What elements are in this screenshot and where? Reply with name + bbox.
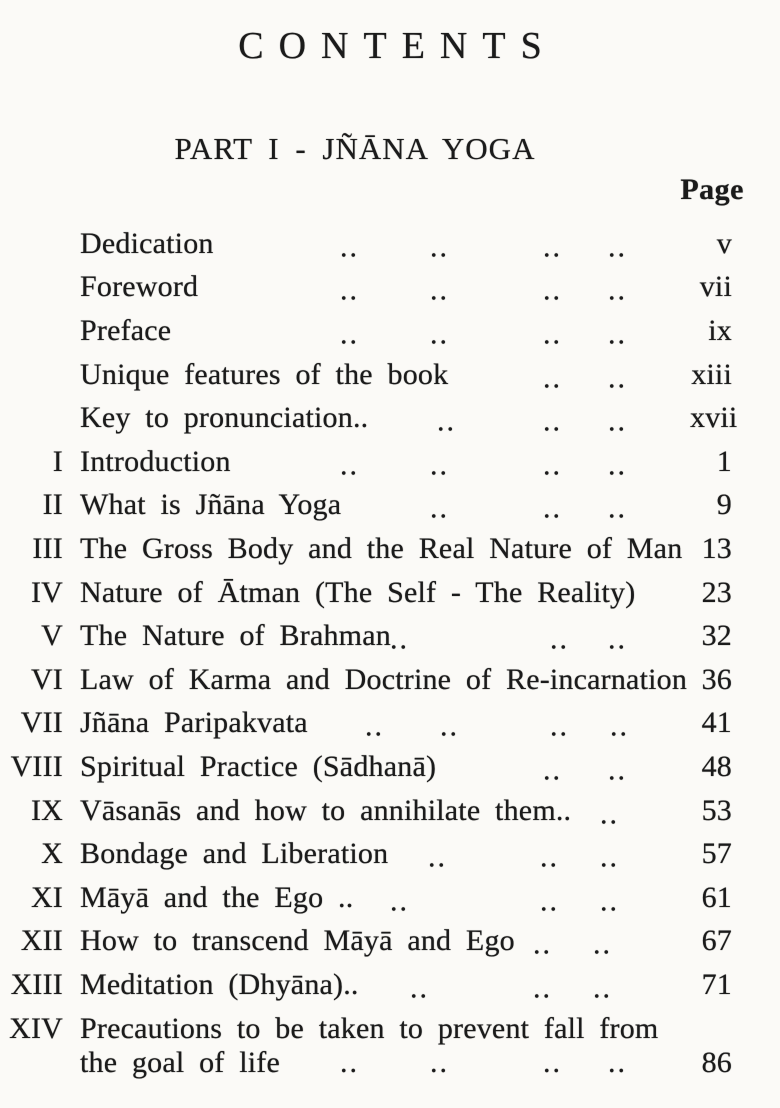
entry-leader-area [63, 532, 690, 566]
chapter-numeral: X [41, 837, 63, 871]
chapter-numeral: IV [30, 575, 63, 609]
toc-entry [0, 266, 780, 310]
entry-page: 41 [701, 706, 732, 740]
toc-entry [0, 527, 780, 571]
entry-page: v [716, 226, 732, 260]
entry-title-line2: the goal of life [80, 1045, 280, 1079]
dot-leader: .. [608, 273, 627, 307]
dot-leader: .. [608, 622, 627, 656]
entry-page: 53 [701, 793, 732, 827]
toc-entry [0, 745, 780, 789]
chapter-numeral: VII [20, 706, 63, 740]
chapter-numeral: VI [30, 662, 63, 696]
chapter-numeral: XI [30, 880, 63, 914]
entry-title: Dedication [80, 226, 214, 260]
entry-title: Law of Karma and Doctrine of Re-incarnation [80, 662, 688, 696]
toc-entry [0, 702, 780, 746]
chapter-numeral: III [32, 531, 63, 565]
entry-title: Māyā and the Ego .. [80, 880, 354, 914]
entry-page: vii [699, 270, 732, 304]
entry-leader-area [63, 967, 690, 1005]
chapter-numeral: VIII [10, 749, 63, 783]
dot-leader: .. [543, 273, 562, 307]
dot-leader: .. [340, 273, 359, 307]
dot-leader: .. [340, 317, 359, 351]
toc-entry [0, 484, 780, 528]
entry-title: Key to pronunciation.. [80, 401, 369, 435]
dot-leader: .. [593, 971, 612, 1005]
dot-leader: .. [608, 491, 627, 525]
entry-page: 36 [701, 662, 732, 696]
dot-leader: .. [430, 448, 449, 482]
entry-page: 13 [701, 531, 732, 565]
toc-entry [0, 571, 780, 615]
entry-page: 9 [716, 488, 732, 522]
entry-title: Jñāna Paripakvata [80, 706, 308, 740]
dot-leader: .. [340, 1045, 359, 1079]
toc-entry [0, 222, 780, 266]
dot-leader: .. [543, 491, 562, 525]
dot-leader: .. [390, 884, 409, 918]
dot-leader: .. [543, 360, 562, 394]
dot-leader: .. [608, 360, 627, 394]
dot-leader: .. [428, 840, 447, 874]
dot-leader: .. [593, 927, 612, 961]
dot-leader: .. [430, 1045, 449, 1079]
entry-page: 32 [701, 619, 732, 653]
entry-title: Spiritual Practice (Sādhanā) [80, 749, 437, 783]
dot-leader: .. [437, 404, 456, 438]
dot-leader: .. [440, 709, 459, 743]
dot-leader: .. [550, 622, 569, 656]
dot-leader: .. [550, 709, 569, 743]
entry-leader-area [63, 444, 690, 482]
entry-page: ix [708, 313, 732, 347]
dot-leader: .. [410, 971, 429, 1005]
dot-leader: .. [533, 927, 552, 961]
entry-page: 1 [716, 444, 732, 478]
toc-entry [0, 396, 780, 440]
chapter-numeral: V [41, 619, 63, 653]
entry-title: Introduction [80, 444, 231, 478]
dot-leader: .. [608, 317, 627, 351]
entry-leader-area [63, 837, 690, 874]
entry-title: Vāsanās and how to annihilate them.. [80, 793, 572, 827]
entry-leader-area [63, 924, 690, 961]
dot-leader: .. [608, 404, 627, 438]
page-column-label: Page [680, 173, 744, 206]
entry-page: xiii [691, 357, 732, 391]
chapter-numeral: XIII [10, 967, 63, 1001]
entry-title: The Nature of Brahman [80, 619, 391, 653]
entry-title: Preface [80, 313, 172, 347]
toc-entry [0, 920, 780, 964]
dot-leader: .. [540, 884, 559, 918]
dot-leader: .. [543, 1045, 562, 1079]
entry-page: 48 [701, 749, 732, 783]
toc-list [0, 222, 780, 1080]
chapter-numeral: IX [30, 793, 63, 827]
entry-page: 23 [701, 575, 732, 609]
chapter-numeral: II [42, 488, 63, 522]
entry-title: Unique features of the book [80, 357, 449, 391]
entry-title: Nature of Ātman (The Self - The Reality) [80, 575, 636, 609]
entry-leader-area [63, 1012, 690, 1080]
entry-leader-area [63, 488, 690, 525]
toc-entry [0, 440, 780, 484]
dot-leader: .. [608, 1045, 627, 1079]
entry-leader-area [63, 226, 690, 264]
dot-leader: .. [340, 448, 359, 482]
entry-title: Foreword [80, 270, 199, 304]
dot-leader: .. [600, 884, 619, 918]
part-heading: PART I - JÑĀNA YOGA [174, 131, 536, 166]
dot-leader: .. [390, 622, 409, 656]
entry-leader-area [63, 749, 690, 787]
dot-leader: .. [430, 317, 449, 351]
entry-leader-area [63, 706, 690, 743]
chapter-numeral: I [52, 444, 63, 478]
entry-title: How to transcend Māyā and Ego [80, 924, 515, 958]
dot-leader: .. [608, 753, 627, 787]
chapter-numeral: XII [20, 924, 63, 958]
entry-leader-area [63, 619, 690, 656]
entry-title: The Gross Body and the Real Nature of Man [80, 531, 683, 565]
entry-leader-area [63, 576, 690, 610]
dot-leader: .. [608, 230, 627, 264]
dot-leader: .. [430, 491, 449, 525]
toc-entry [0, 789, 780, 833]
toc-entry [0, 1007, 780, 1080]
entry-leader-area [63, 313, 690, 351]
toc-entry [0, 309, 780, 353]
dot-leader: .. [543, 317, 562, 351]
entry-title: Bondage and Liberation [80, 837, 389, 871]
dot-leader: .. [543, 230, 562, 264]
entry-page: 86 [701, 1045, 732, 1079]
entry-page: 71 [701, 967, 732, 1001]
chapter-numeral: XIV [9, 1011, 63, 1045]
entry-title: Meditation (Dhyāna).. [80, 967, 359, 1001]
toc-entry [0, 658, 780, 702]
dot-leader: .. [543, 753, 562, 787]
entry-title: Precautions to be taken to prevent fall from [80, 1011, 659, 1045]
page-title: CONTENTS [238, 25, 557, 67]
entry-page: 67 [701, 924, 732, 958]
toc-entry [0, 353, 780, 397]
entry-leader-area [63, 663, 690, 697]
dot-leader: .. [533, 971, 552, 1005]
dot-leader: .. [600, 796, 619, 830]
dot-leader: .. [540, 840, 559, 874]
entry-leader-area [63, 270, 690, 307]
dot-leader: .. [600, 840, 619, 874]
entry-leader-area [63, 401, 690, 438]
dot-leader: .. [543, 448, 562, 482]
entry-page: 57 [701, 837, 732, 871]
entry-page: xvii [690, 401, 738, 435]
entry-title: What is Jñāna Yoga [80, 488, 342, 522]
toc-entry [0, 963, 780, 1007]
entry-leader-area [63, 794, 690, 828]
entry-leader-area [63, 358, 690, 392]
dot-leader: .. [543, 404, 562, 438]
toc-entry [0, 614, 780, 658]
entry-page: 61 [701, 880, 732, 914]
dot-leader: .. [430, 230, 449, 264]
dot-leader: .. [610, 709, 629, 743]
dot-leader: .. [608, 448, 627, 482]
toc-entry [0, 876, 780, 920]
entry-leader-area [63, 880, 690, 918]
dot-leader: .. [340, 230, 359, 264]
dot-leader: .. [365, 709, 384, 743]
toc-entry [0, 832, 780, 876]
dot-leader: .. [430, 273, 449, 307]
